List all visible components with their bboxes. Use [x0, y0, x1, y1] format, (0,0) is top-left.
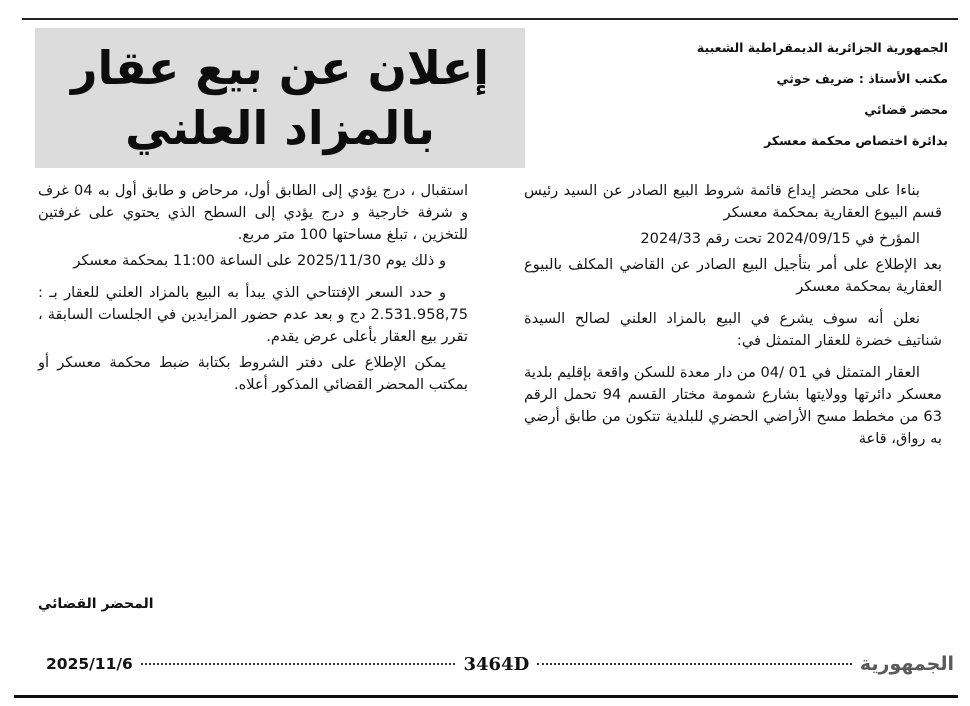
paragraph: المؤرخ في 2024/09/15 تحت رقم 2024/33	[640, 230, 920, 247]
title-box	[35, 28, 525, 168]
paragraph: بناءا على محضر إيداع قائمة شروط البيع الصادر عن السيد رئيس قسم البيوع العقارية بمحكمة معسكر	[524, 182, 942, 221]
top-rule	[22, 18, 958, 20]
office-jurisdiction: بدائرة اختصاص محكمة معسكر	[764, 133, 948, 148]
republic-name: الجمهورية الجزائرية الديمقراطية الشعبية	[696, 40, 948, 55]
paragraph: العقار المتمثل في 01 /04 من دار معدة للسكن واقعة بإقليم بلدية معسكر دائرتها وولايتها بشارع شمومة مختار القسم 94 تحمل الرقم 63 من مخطط مسح الأراضي الحضري للبلدية تتكون من طابق أرضي به رواق، قاعة	[524, 364, 942, 447]
title-line-1: إعلان عن بيع عقار	[71, 41, 489, 95]
paragraph: استقبال ، درج يؤدي إلى الطابق أول، مرحاض و طابق أول به 04 غرف و شرفة خارجية و درج يؤدي إلى السطح الذي يحتوي على غرفتين للتخزين ، تبلغ مساحتها 100 متر مربع.	[38, 182, 468, 243]
page-footer	[18, 651, 958, 677]
issue-date: 2025/11/6	[46, 655, 133, 673]
dotted-leader	[537, 663, 852, 665]
title-line-2: بالمزاد العلني	[125, 101, 435, 155]
signature: المحضر القضائي	[38, 596, 154, 612]
office-name: مكتب الأستاذ : ضريف خوثي	[776, 71, 948, 86]
newspaper-logo: الجمهورية	[859, 653, 954, 675]
left-text-column	[38, 180, 468, 400]
right-text-column	[524, 180, 942, 454]
issuer-header	[648, 32, 948, 156]
office-title: محضر قضائي	[864, 102, 948, 117]
paragraph: يمكن الإطلاع على دفتر الشروط بكتابة ضبط محكمة معسكر أو بمكتب المحضر القضائي المذكور أعلاه.	[38, 354, 468, 393]
paragraph: و حدد السعر الإفتتاحي الذي يبدأ به البيع بالمزاد العلني للعقار بـ : 2.531.958,75 دج و بعد عدم حضور المزايدين في الجلسات السابقة ، تقرر بيع العقار بأعلى عرض يقدم.	[38, 284, 468, 345]
paragraph: نعلن أنه سوف يشرع في البيع بالمزاد العلني لصالح السيدة شناتيف خضرة للعقار المتمثل في:	[524, 310, 942, 349]
dotted-leader	[141, 663, 456, 665]
bottom-rule	[14, 695, 958, 698]
announcement-code: 3464D	[463, 653, 530, 675]
paragraph: و ذلك يوم 2025/11/30 على الساعة 11:00 بمحكمة معسكر	[73, 252, 446, 269]
paragraph: بعد الإطلاع على أمر بتأجيل البيع الصادر عن القاضي المكلف بالبيوع العقارية بمحكمة معسكر	[524, 256, 942, 295]
